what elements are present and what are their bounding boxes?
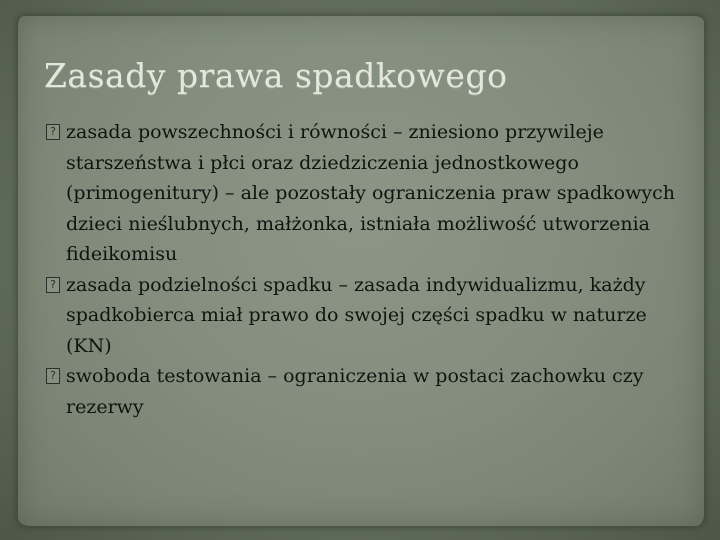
slide-title: Zasady prawa spadkowego	[44, 56, 508, 95]
bullet-text: zasada podzielności spadku – zasada indywidualizmu, każdy spadkobierca miał prawo do swojej części spadku w naturze (KN)	[66, 273, 647, 357]
bullet-list	[46, 117, 696, 422]
missing-glyph-icon: ?	[46, 368, 60, 384]
bullet-text: swoboda testowania – ograniczenia w postaci zachowku czy rezerwy	[66, 365, 644, 418]
missing-glyph-icon: ?	[46, 277, 60, 293]
bullet-item	[46, 361, 696, 422]
bullet-text: zasada powszechności i równości – zniesiono przywileje starszeństwa i płci oraz dziedziczenia jednostkowego (primogenitury) – ale pozostały ograniczenia praw spadkowych dzieci nieślubnych, małżonka, istniała możliwość utworzenia fideikomisu	[66, 121, 675, 265]
bullet-item	[46, 270, 696, 362]
missing-glyph-icon: ?	[46, 124, 60, 140]
bullet-item	[46, 117, 696, 270]
